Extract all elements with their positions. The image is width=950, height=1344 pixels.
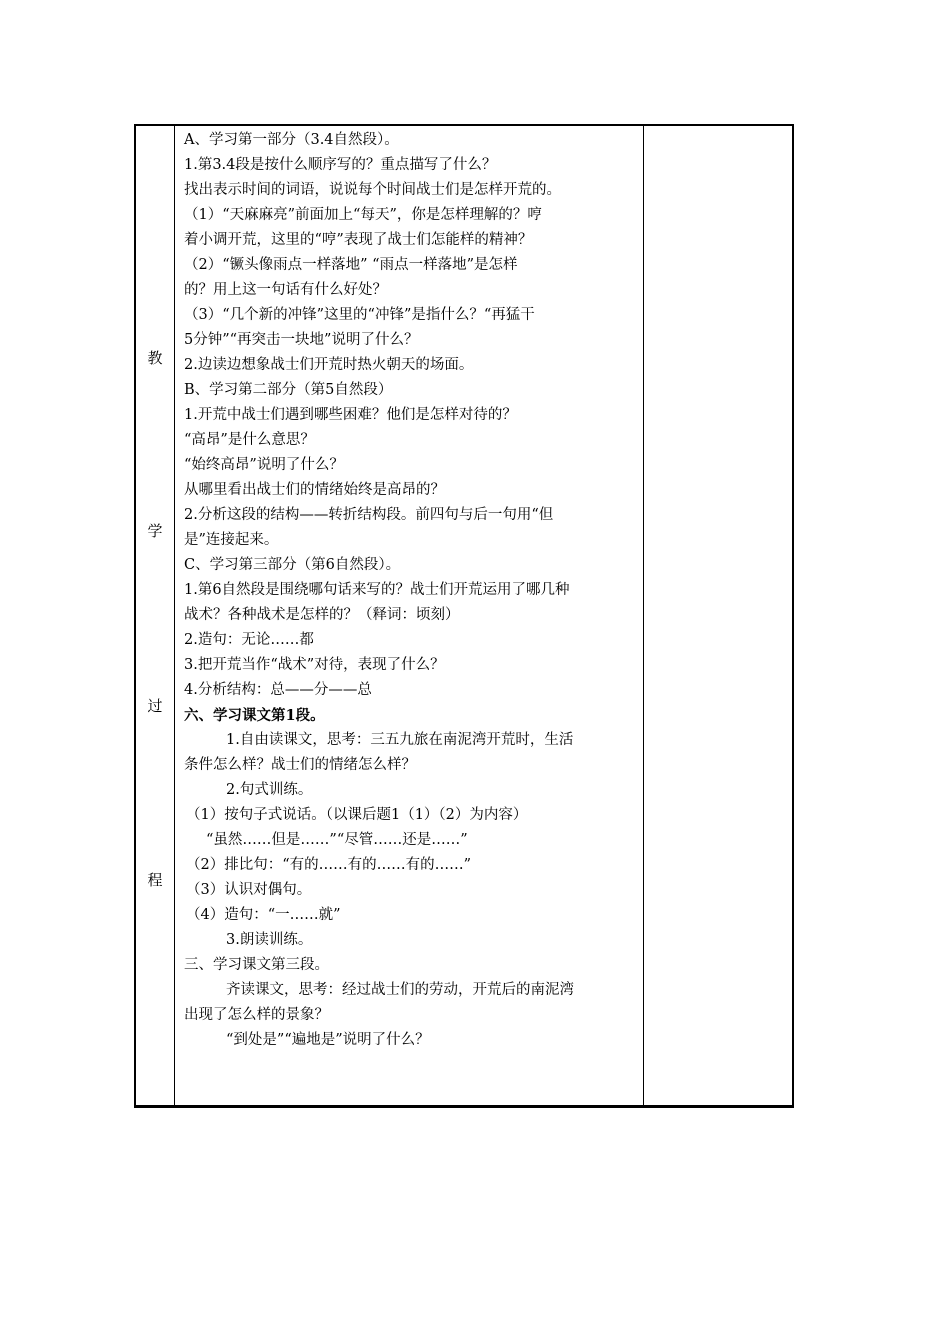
content-line: 2.边读边想象战士们开荒时热火朝天的场面。	[184, 357, 474, 373]
content-line: 1.开荒中战士们遇到哪些困难？他们是怎样对待的？	[184, 407, 517, 423]
content-line: 条件怎么样？战士们的情绪怎么样？	[184, 757, 416, 773]
content-line: C、学习第三部分（第6自然段）。	[184, 557, 401, 573]
notes-column	[644, 126, 792, 1105]
content-line: “到处是”“遍地是”说明了什么？	[226, 1032, 430, 1048]
content-line: 2.造句：无论……都	[184, 632, 314, 648]
content-line: 2.分析这段的结构——转折结构段。前四句与后一句用“但	[184, 507, 554, 523]
content-line: 齐读课文，思考：经过战士们的劳动，开荒后的南泥湾	[226, 982, 574, 998]
content-line: （3）“几个新的冲锋”这里的“冲锋”是指什么？“再猛干	[184, 307, 535, 323]
content-line: 着小调开荒，这里的“哼”表现了战士们怎能样的精神？	[184, 232, 533, 248]
section-label-char: 教	[147, 349, 163, 367]
content-line: B、学习第二部分（第5自然段）	[184, 382, 393, 398]
lesson-table	[134, 124, 794, 1108]
content-line: 是”连接起来。	[184, 532, 279, 548]
content-line: “虽然……但是……”“尽管……还是……”	[206, 832, 468, 848]
content-line: 4.分析结构：总——分——总	[184, 682, 372, 698]
section-label-char: 学	[147, 522, 163, 540]
content-line: 2.句式训练。	[226, 782, 313, 798]
content-line: 3.把开荒当作“战术”对待，表现了什么？	[184, 657, 445, 673]
lesson-content	[184, 128, 640, 1053]
content-line: 找出表示时间的词语，说说每个时间战士们是怎样开荒的。	[184, 182, 561, 198]
content-line: （4）造句：“一……就”	[186, 907, 341, 923]
content-line: （2）“镢头像雨点一样落地” “雨点一样落地”是怎样	[184, 257, 518, 273]
content-line: 1.自由读课文，思考：三五九旅在南泥湾开荒时，生活	[226, 732, 574, 748]
content-line: 1.第3.4段是按什么顺序写的？重点描写了什么？	[184, 157, 497, 173]
content-line: （2）排比句：“有的……有的……有的……”	[186, 857, 472, 873]
column-divider-left	[174, 126, 175, 1105]
content-line: （1）“天麻麻亮”前面加上“每天”，你是怎样理解的？哼	[184, 207, 542, 223]
section-label-char: 程	[147, 871, 163, 889]
content-line: 5分钟”“再突击一块地”说明了什么？	[184, 332, 419, 348]
content-line: 六、学习课文第1段。	[184, 707, 325, 724]
content-line: 三、学习课文第三段。	[184, 957, 329, 973]
content-line: （3）认识对偶句。	[186, 882, 312, 898]
content-line: 战术？各种战术是怎样的？（释词：顷刻）	[184, 607, 460, 623]
content-line: 的？用上这一句话有什么好处？	[184, 282, 387, 298]
content-line: A、学习第一部分（3.4自然段）。	[184, 132, 399, 148]
content-line: 1.第6自然段是围绕哪句话来写的？战士们开荒运用了哪几种	[184, 582, 570, 598]
content-line: “始终高昂”说明了什么？	[184, 457, 344, 473]
content-line: 3.朗读训练。	[226, 932, 313, 948]
section-label-char: 过	[147, 697, 163, 715]
content-line: 出现了怎么样的景象？	[184, 1007, 329, 1023]
content-line: “高昂”是什么意思？	[184, 432, 315, 448]
content-line: （1）按句子式说话。（以课后题1（1）（2）为内容）	[186, 807, 528, 823]
content-line: 从哪里看出战士们的情绪始终是高昂的？	[184, 482, 445, 498]
